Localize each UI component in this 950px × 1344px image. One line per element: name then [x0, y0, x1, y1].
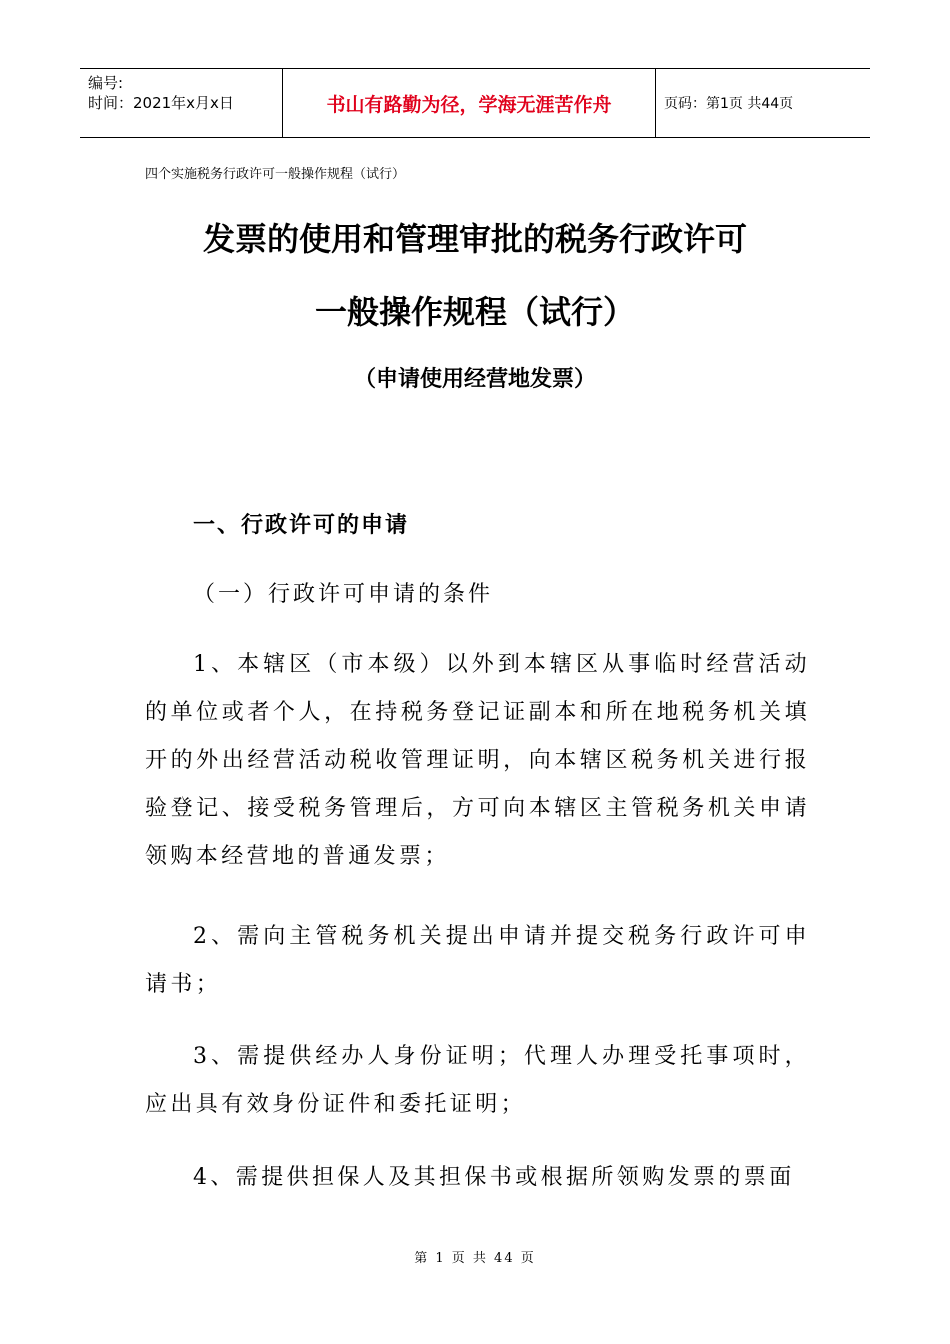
header-left-cell [80, 69, 282, 137]
header-motto-cell [282, 69, 656, 137]
sub-heading: （一）行政许可申请的条件 [193, 582, 494, 607]
paragraph-1: 1、本辖区（市本级）以外到本辖区从事临时经营活动的单位或者个人，在持税务登记证副本和所在地税务机关填开的外出经营活动税收管理证明，向本辖区税务机关进行报验登记、接受税务管理后，方可向本辖区主管税务机关申请领购本经营地的普通发票； [145, 652, 810, 869]
paragraph-4: 4、需提供担保人及其担保书或根据所领购发票的票面 [193, 1165, 795, 1190]
document-subtitle: （申请使用经营地发票） [353, 367, 596, 392]
document-title-line-2: 一般操作规程（试行） [314, 293, 635, 331]
page-footer: 第 1 页 共 44 页 [414, 1251, 536, 1266]
page-header [80, 68, 870, 138]
motto-text: 书山有路勤为径，学海无涯苦作舟 [326, 93, 612, 116]
number-label: 编号: [88, 74, 124, 92]
document-title-line-1: 发票的使用和管理审批的税务行政许可 [202, 220, 747, 258]
time-label: 时间：2021年x月x日 [88, 94, 234, 112]
paragraph-3: 3、需提供经办人身份证明；代理人办理受托事项时，应出具有效身份证件和委托证明； [145, 1044, 810, 1117]
section-heading: 一、行政许可的申请 [193, 513, 410, 538]
doc-subtitle-line: 四个实施税务行政许可一般操作规程（试行） [145, 167, 406, 182]
header-page-cell [656, 69, 870, 137]
page-info: 页码：第1页 共44页 [664, 96, 794, 112]
paragraph-2: 2、需向主管税务机关提出申请并提交税务行政许可申请书； [145, 924, 810, 997]
